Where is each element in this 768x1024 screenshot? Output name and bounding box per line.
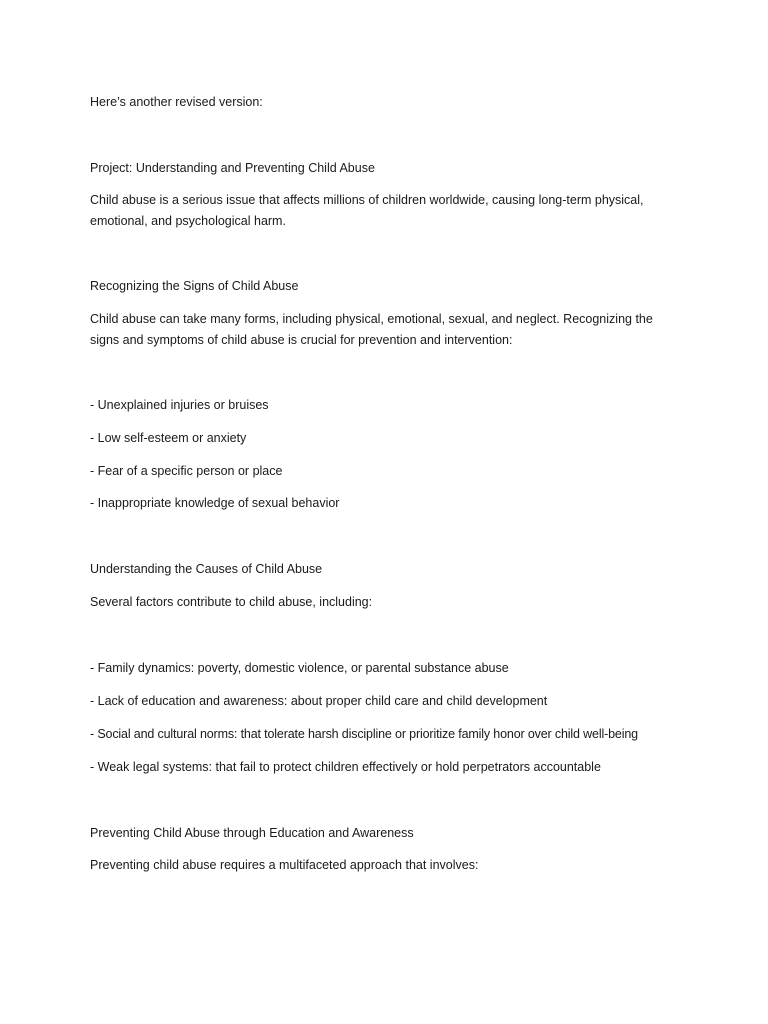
- signs-list-item: - Inappropriate knowledge of sexual behavior: [90, 496, 340, 510]
- prevention-paragraph: Preventing child abuse requires a multifaceted approach that involves:: [90, 858, 479, 872]
- causes-list-item: - Social and cultural norms: that tolerate harsh discipline or prioritize family honor over child well-being: [90, 727, 638, 741]
- signs-list-item: - Unexplained injuries or bruises: [90, 398, 269, 412]
- signs-paragraph: Child abuse can take many forms, including physical, emotional, sexual, and neglect. Recognizing the signs and symptoms of child abuse is crucial for prevention and intervention:: [90, 312, 653, 347]
- causes-list-item: - Lack of education and awareness: about proper child care and child development: [90, 694, 548, 708]
- project-paragraph: Child abuse is a serious issue that affects millions of children worldwide, causing long-term physical, emotional, and psychological harm.: [90, 193, 644, 228]
- causes-paragraph: Several factors contribute to child abuse, including:: [90, 595, 373, 609]
- signs-list-item: - Low self-esteem or anxiety: [90, 431, 247, 445]
- causes-list-item: - Weak legal systems: that fail to protect children effectively or hold perpetrators accountable: [90, 760, 601, 774]
- intro-text: Here’s another revised version:: [90, 95, 263, 109]
- signs-list-item: - Fear of a specific person or place: [90, 464, 283, 478]
- prevention-heading: Preventing Child Abuse through Education and Awareness: [90, 826, 414, 840]
- project-title: Project: Understanding and Preventing Child Abuse: [90, 161, 375, 175]
- signs-heading: Recognizing the Signs of Child Abuse: [90, 279, 299, 293]
- causes-heading: Understanding the Causes of Child Abuse: [90, 562, 323, 576]
- causes-list-item: - Family dynamics: poverty, domestic violence, or parental substance abuse: [90, 661, 509, 675]
